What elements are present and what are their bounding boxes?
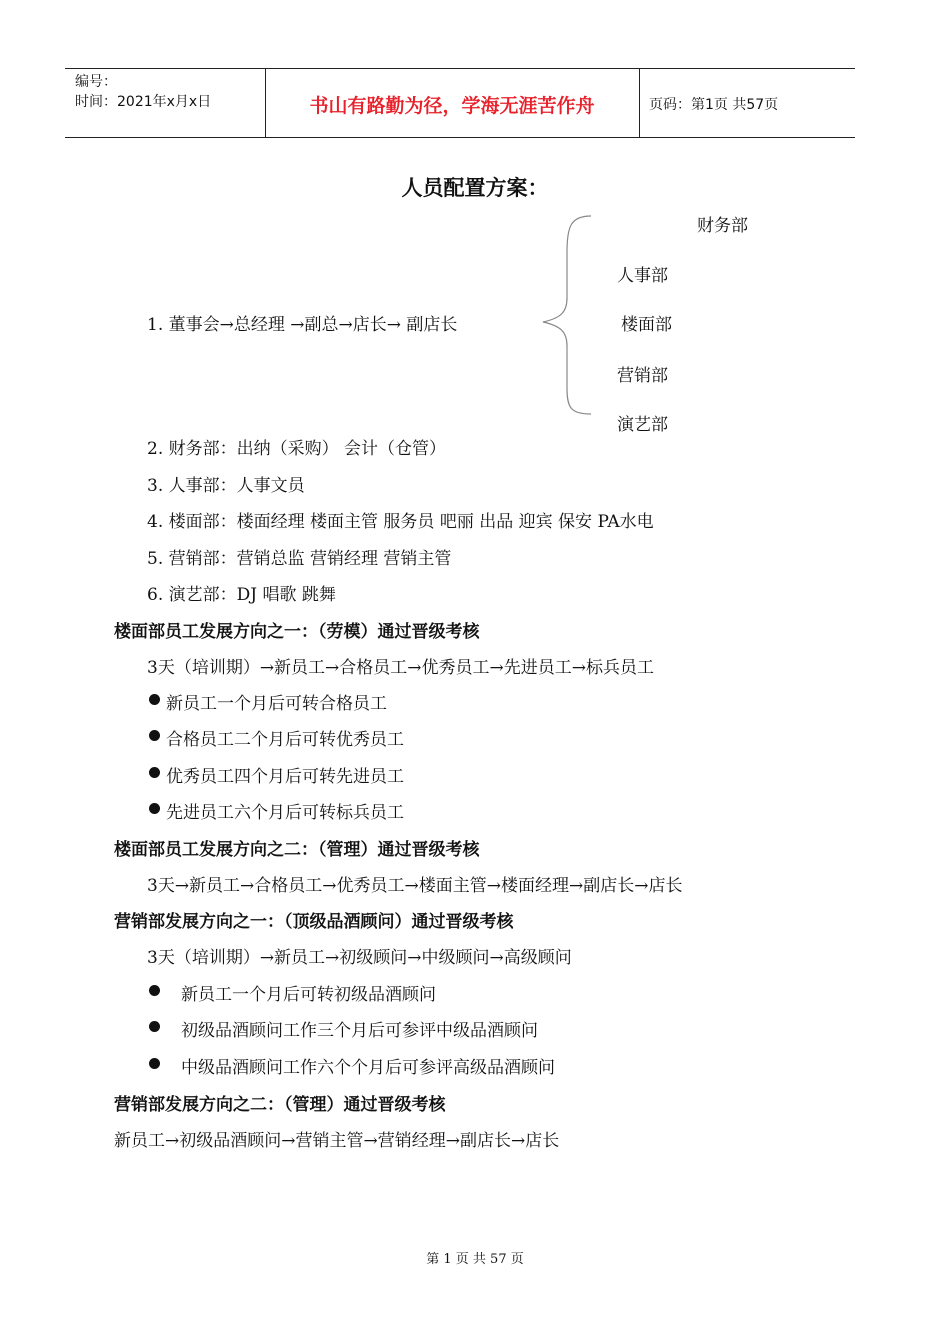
- career-flow: 3天（培训期）→新员工→初级顾问→中级顾问→高级顾问: [147, 948, 572, 968]
- page-info: 页码：第1页 共57页: [649, 97, 779, 113]
- list-item: 新员工一个月后可转合格员工: [166, 694, 387, 714]
- bullet-dot: [149, 1058, 160, 1069]
- list-item: 优秀员工四个月后可转先进员工: [166, 767, 404, 787]
- section-heading: 营销部发展方向之一：（顶级品酒顾问）通过晋级考核: [114, 912, 514, 932]
- dept-item-performance: 演艺部: [617, 415, 668, 435]
- list-item: 先进员工六个月后可转标兵员工: [166, 803, 404, 823]
- bullet-dot: [149, 730, 160, 741]
- career-flow: 3天（培训期）→新员工→合格员工→优秀员工→先进员工→标兵员工: [147, 658, 655, 678]
- career-flow: 新员工→初级品酒顾问→营销主管→营销经理→副店长→店长: [114, 1131, 560, 1151]
- section-heading: 楼面部员工发展方向之二：（管理）通过晋级考核: [114, 840, 480, 860]
- document-header: [65, 68, 855, 138]
- list-item: 初级品酒顾问工作三个月后可参评中级品酒顾问: [181, 1021, 538, 1041]
- number-label: 编号：: [75, 74, 117, 90]
- page-footer: 第 1 页 共 57 页: [426, 1252, 524, 1267]
- list-item: 合格员工二个月后可转优秀员工: [166, 730, 404, 750]
- bullet-dot: [149, 985, 160, 996]
- header-page-cell: [639, 69, 855, 137]
- section-heading: 楼面部员工发展方向之一：（劳模）通过晋级考核: [114, 622, 480, 642]
- org-chain: 1. 董事会→总经理 →副总→店长→ 副店长: [147, 315, 458, 335]
- header-motto-cell: [265, 69, 640, 137]
- page-title: 人员配置方案：: [401, 176, 549, 200]
- section-heading: 营销部发展方向之二：（管理）通过晋级考核: [114, 1095, 446, 1115]
- dept-line-hr: 3. 人事部：人事文员: [147, 476, 305, 496]
- dept-item-sales: 营销部: [617, 366, 668, 386]
- dept-item-finance: 财务部: [697, 216, 748, 236]
- dept-item-hr: 人事部: [617, 266, 668, 286]
- bullet-dot: [149, 767, 160, 778]
- dept-line-sales: 5. 营销部：营销总监 营销经理 营销主管: [147, 549, 452, 569]
- motto: 书山有路勤为径，学海无涯苦作舟: [309, 95, 595, 117]
- list-item: 新员工一个月后可转初级品酒顾问: [181, 985, 436, 1005]
- bullet-dot: [149, 1021, 160, 1032]
- dept-line-floor: 4. 楼面部：楼面经理 楼面主管 服务员 吧丽 出品 迎宾 保安 PA水电: [147, 512, 654, 532]
- career-flow: 3天→新员工→合格员工→优秀员工→楼面主管→楼面经理→副店长→店长: [147, 876, 683, 896]
- header-meta-cell: [65, 69, 266, 137]
- bullet-dot: [149, 694, 160, 705]
- dept-line-performance: 6. 演艺部：DJ 唱歌 跳舞: [147, 585, 336, 605]
- dept-item-floor: 楼面部: [621, 315, 672, 335]
- brace-shape: [535, 212, 595, 418]
- list-item: 中级品酒顾问工作六个个月后可参评高级品酒顾问: [181, 1058, 555, 1078]
- bullet-dot: [149, 803, 160, 814]
- dept-line-finance: 2. 财务部：出纳（采购） 会计（仓管）: [147, 439, 447, 459]
- time-label: 时间：2021年x月x日: [75, 94, 212, 110]
